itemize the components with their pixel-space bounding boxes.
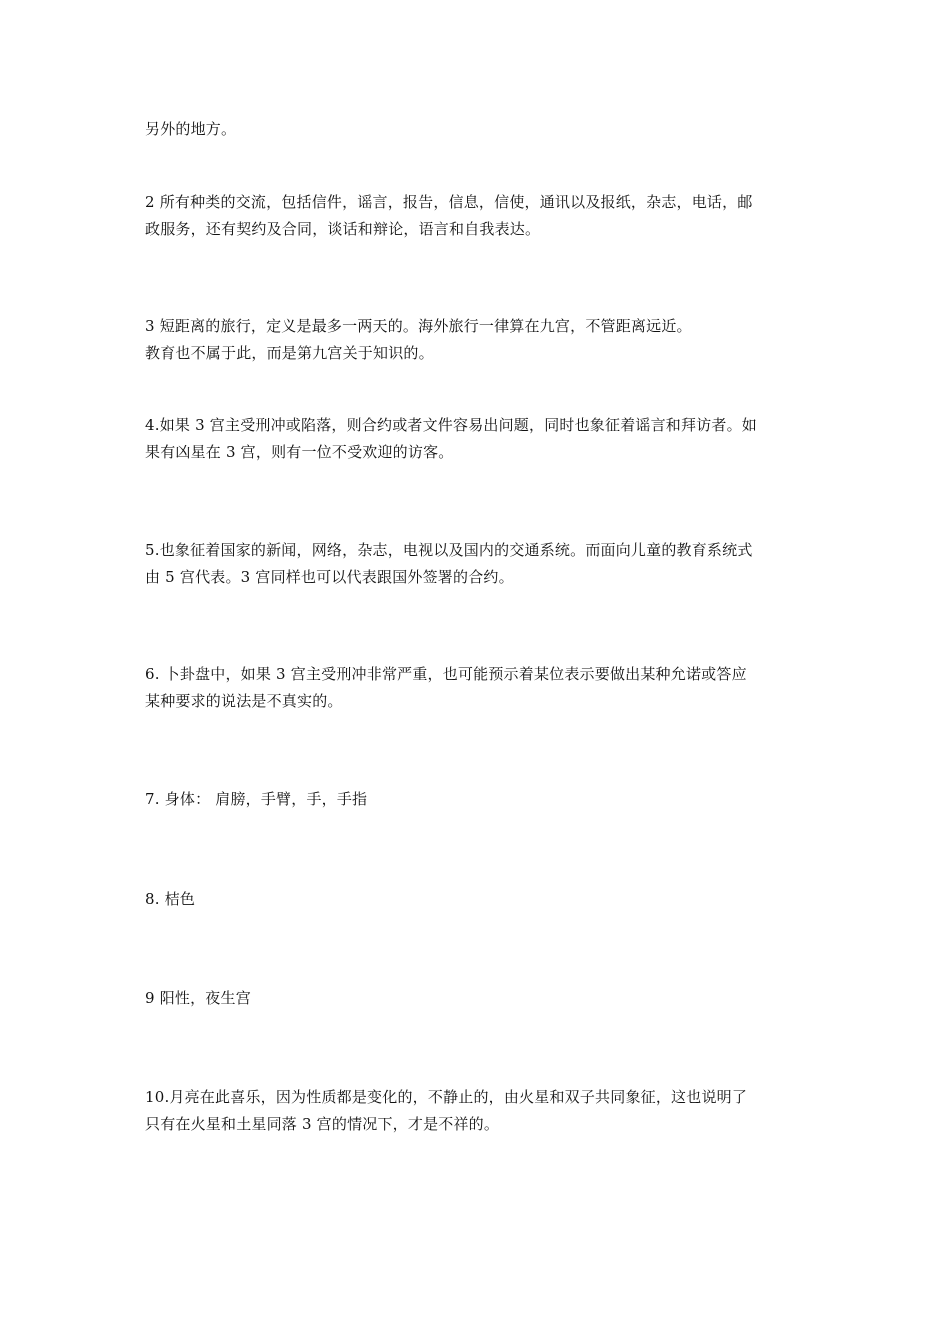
paragraph-line: 4.如果 3 宫主受刑冲或陷落，则合约或者文件容易出问题，同时也象征着谣言和拜访者。如 [145, 416, 757, 434]
paragraph-line: 只有在火星和土星同落 3 宫的情况下，才是不祥的。 [145, 1115, 500, 1133]
paragraph-line: 6. 卜卦盘中，如果 3 宫主受刑冲非常严重，也可能预示着某位表示要做出某种允诺或答应 [145, 665, 747, 683]
paragraph-line: 8. 桔色 [145, 890, 196, 908]
paragraph-1 [145, 116, 810, 143]
paragraph-7 [145, 786, 810, 813]
paragraph-line: 教育也不属于此，而是第九宫关于知识的。 [145, 344, 434, 362]
paragraph-line: 5.也象征着国家的新闻，网络，杂志，电视以及国内的交通系统。而面向儿童的教育系统式 [145, 541, 753, 559]
paragraph-line: 由 5 宫代表。3 宫同样也可以代表跟国外签署的合约。 [145, 568, 514, 586]
paragraph-line: 10.月亮在此喜乐，因为性质都是变化的，不静止的，由火星和双子共同象征，这也说明了 [145, 1088, 748, 1106]
paragraph-line: 政服务，还有契约及合同，谈话和辩论，语言和自我表达。 [145, 220, 541, 238]
paragraph-line: 果有凶星在 3 宫，则有一位不受欢迎的访客。 [145, 443, 454, 461]
paragraph-5 [145, 537, 810, 591]
paragraph-10 [145, 1084, 810, 1138]
paragraph-line: 某种要求的说法是不真实的。 [145, 692, 343, 710]
paragraph-8 [145, 886, 810, 913]
paragraph-line: 9 阳性，夜生宫 [145, 989, 251, 1007]
paragraph-6 [145, 661, 810, 715]
paragraph-3 [145, 313, 810, 367]
paragraph-line: 2 所有种类的交流，包括信件，谣言，报告，信息，信使，通讯以及报纸，杂志，电话，邮 [145, 193, 753, 211]
paragraph-line: 7. 身体： 肩膀，手臂，手，手指 [145, 790, 368, 808]
paragraph-2 [145, 189, 810, 243]
paragraph-line: 另外的地方。 [145, 120, 237, 138]
paragraph-9 [145, 985, 810, 1012]
paragraph-line: 3 短距离的旅行，定义是最多一两天的。海外旅行一律算在九宫，不管距离远近。 [145, 317, 692, 335]
paragraph-4 [145, 412, 810, 466]
